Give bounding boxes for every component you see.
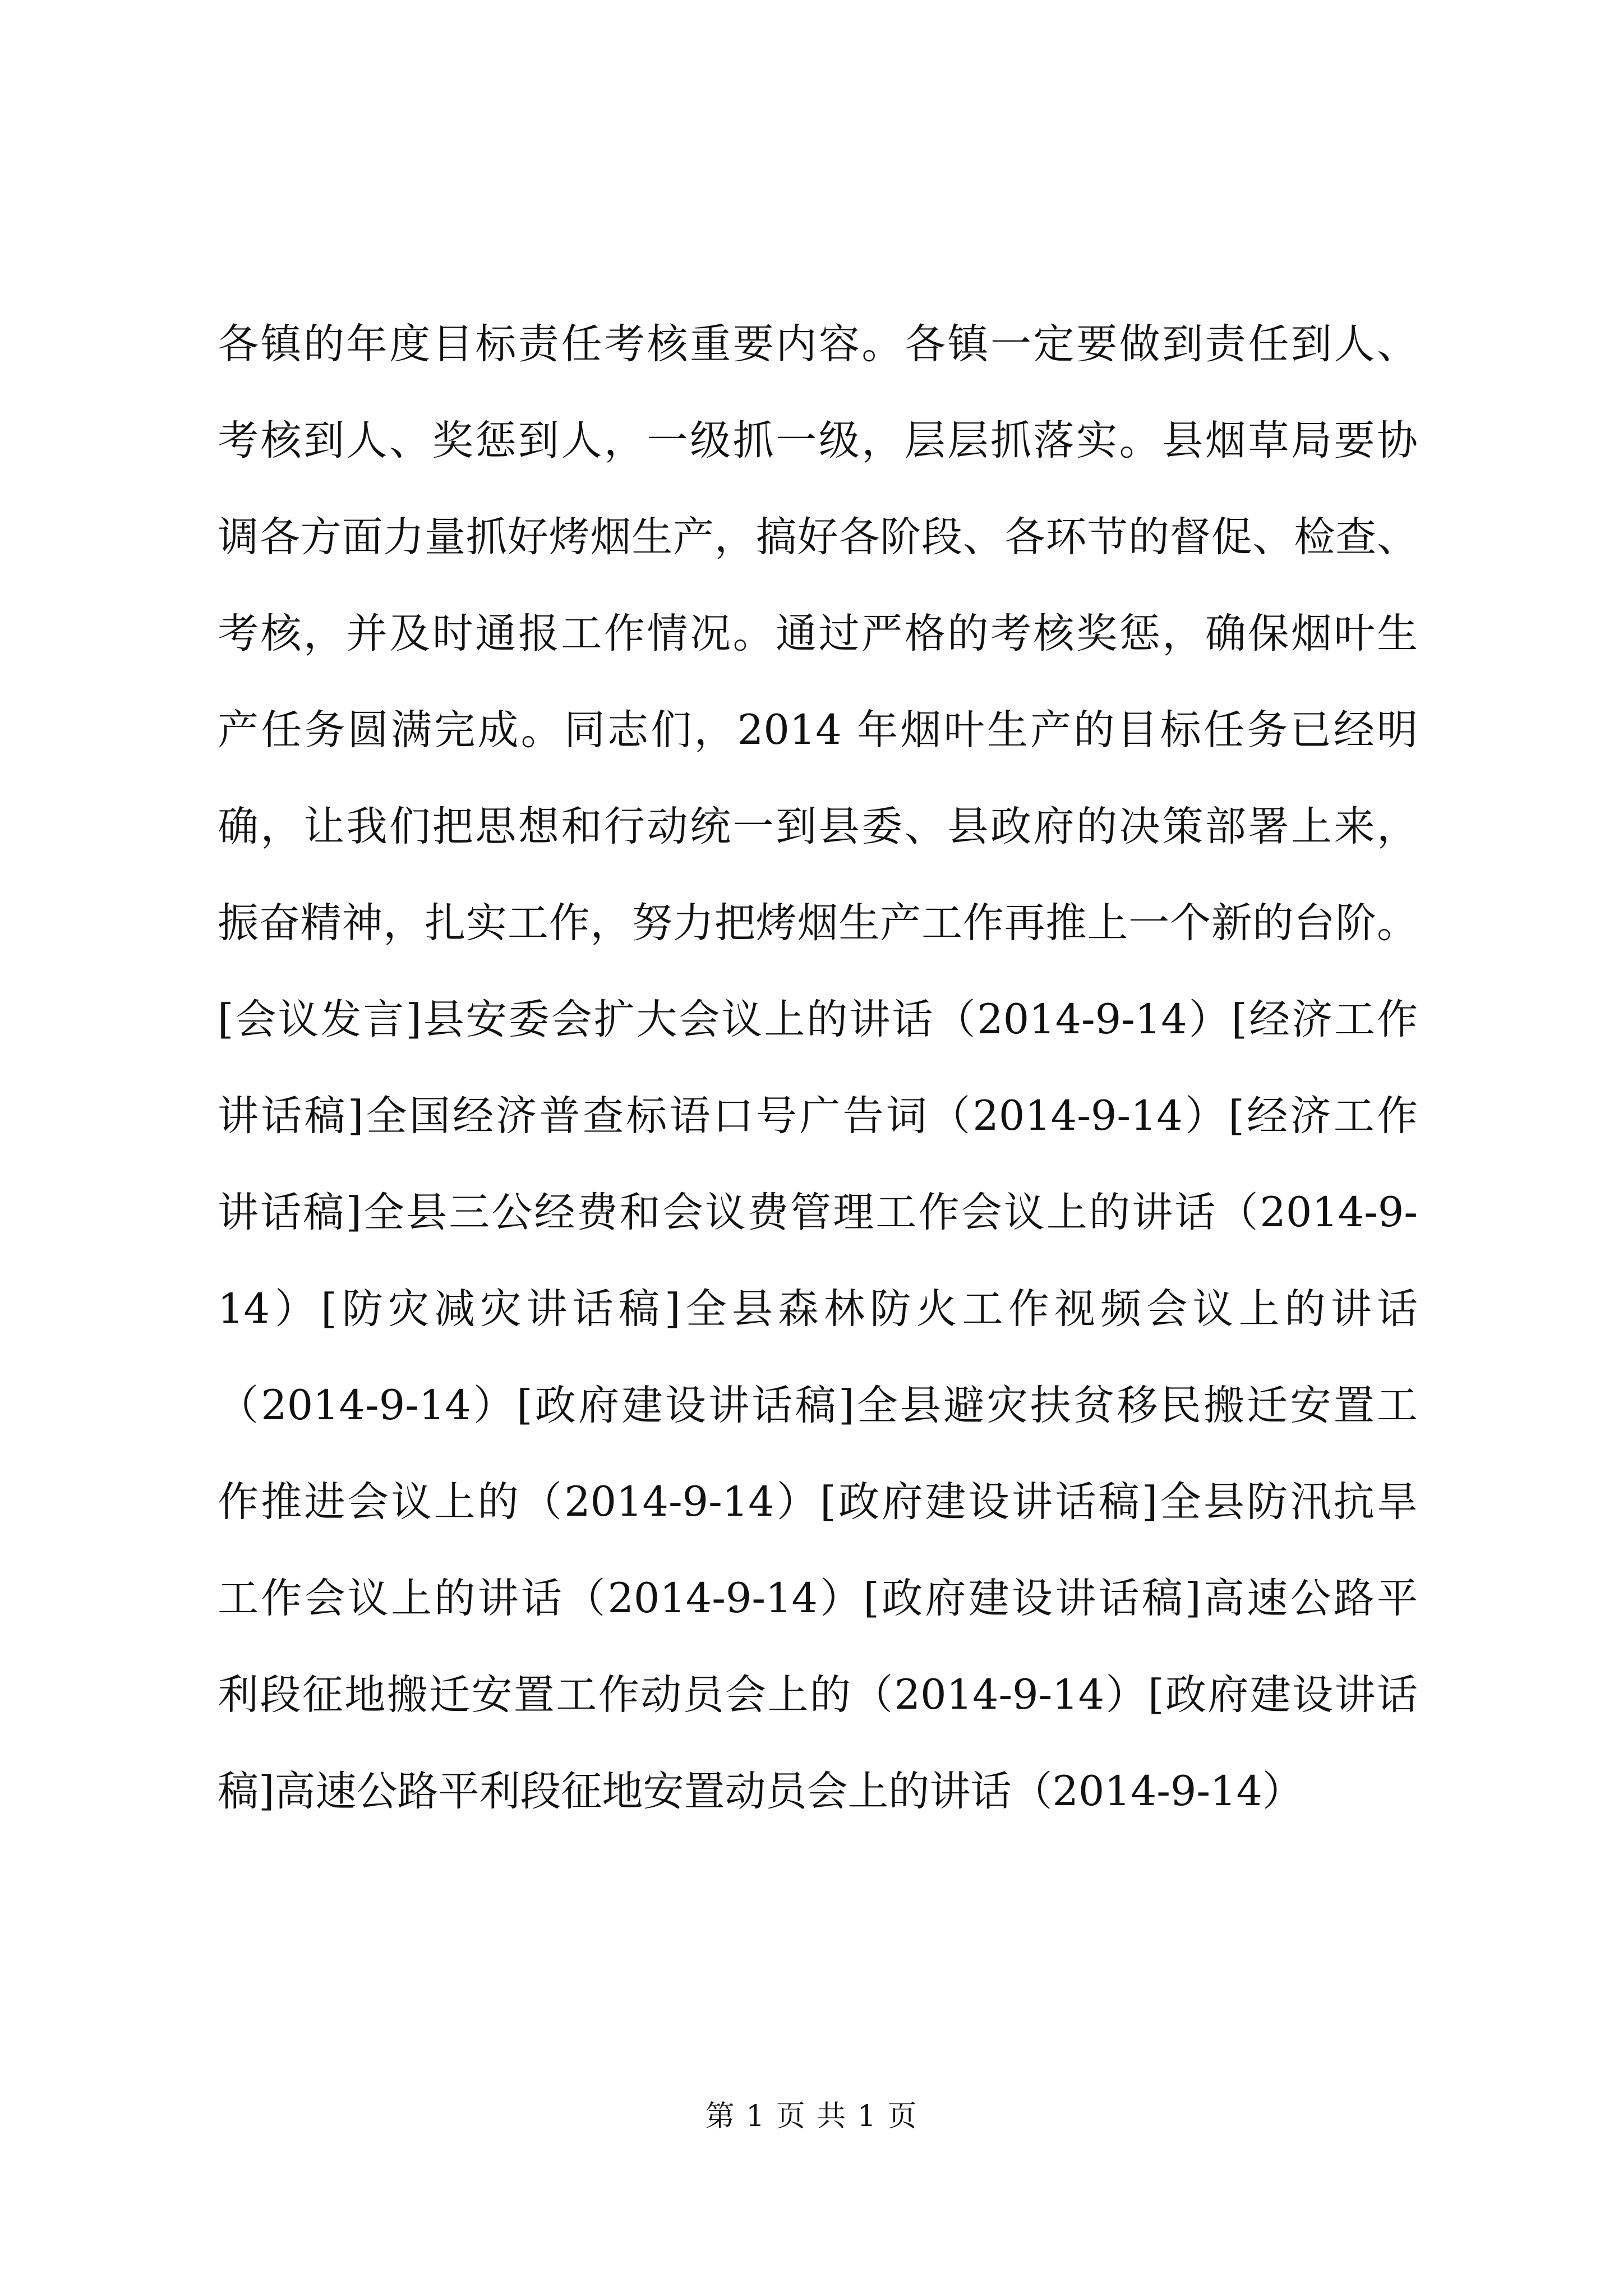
body-line: 调各方面力量抓好烤烟生产，搞好各阶段、各环节的督促、检查、 <box>218 513 1418 561</box>
body-line: 考核，并及时通报工作情况。通过严格的考核奖惩，确保烟叶生 <box>218 610 1418 657</box>
body-line: 各镇的年度目标责任考核重要内容。各镇一定要做到责任到人、 <box>218 320 1418 368</box>
body-line: 利段征地搬迁安置工作动员会上的（2014-9-14）[政府建设讲话 <box>218 1671 1418 1719</box>
body-line: 作推进会议上的（2014-9-14）[政府建设讲话稿]全县防汛抗旱 <box>218 1478 1418 1526</box>
body-line-last: 稿]高速公路平利段征地安置动员会上的讲话（2014-9-14） <box>218 1768 1303 1815</box>
body-line: 振奋精神，扎实工作，努力把烤烟生产工作再推上一个新的台阶。 <box>218 899 1418 947</box>
body-line: 14）[防灾减灾讲话稿]全县森林防火工作视频会议上的讲话 <box>218 1285 1418 1333</box>
body-line: 产任务圆满完成。同志们，2014 年烟叶生产的目标任务已经明 <box>218 706 1418 754</box>
body-line: 工作会议上的讲话（2014-9-14）[政府建设讲话稿]高速公路平 <box>218 1575 1418 1622</box>
body-line: 考核到人、奖惩到人，一级抓一级，层层抓落实。县烟草局要协 <box>218 417 1418 464</box>
body-line: （2014-9-14）[政府建设讲话稿]全县避灾扶贫移民搬迁安置工 <box>218 1382 1418 1429</box>
body-line: 讲话稿]全县三公经费和会议费管理工作会议上的讲话（2014-9- <box>218 1189 1418 1236</box>
body-line: 确，让我们把思想和行动统一到县委、县政府的决策部署上来， <box>218 803 1418 850</box>
body-line: [会议发言]县安委会扩大会议上的讲话（2014-9-14）[经济工作 <box>218 996 1418 1043</box>
body-line: 讲话稿]全国经济普查标语口号广告词（2014-9-14）[经济工作 <box>218 1092 1418 1140</box>
page-footer: 第 1 页 共 1 页 <box>705 2100 918 2133</box>
document-body <box>218 296 1418 1840</box>
